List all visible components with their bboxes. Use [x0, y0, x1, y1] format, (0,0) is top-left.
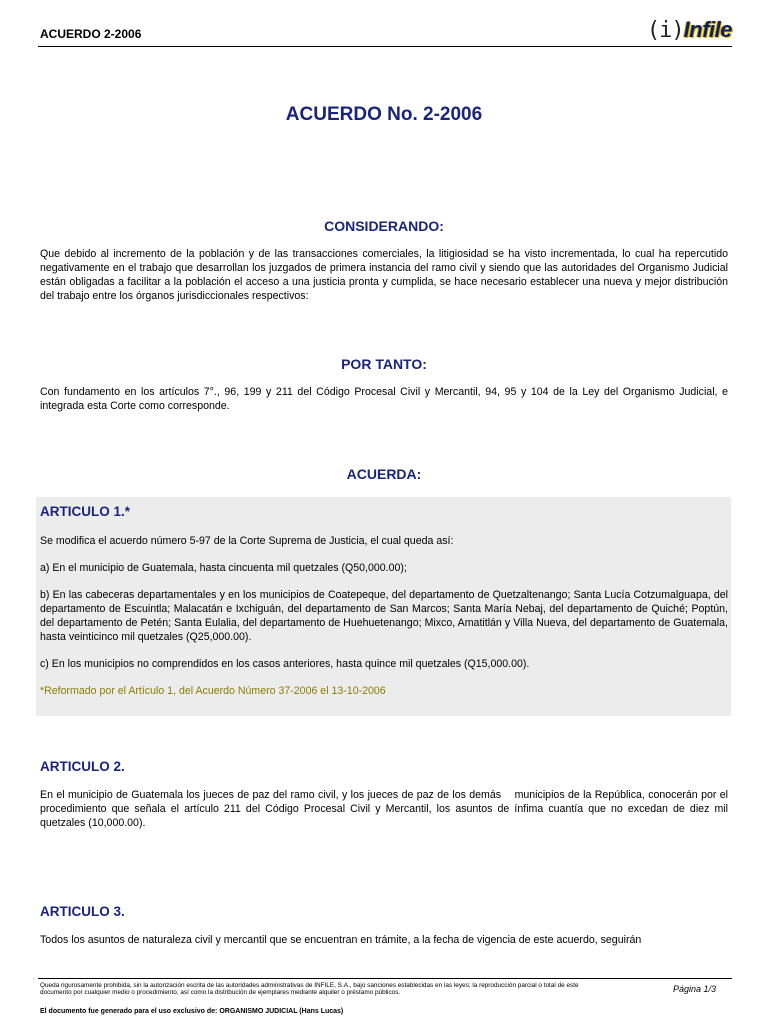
articulo-1-item-c: c) En los municipios no comprendidos en los casos anteriores, hasta quince mil quetzales (Q15,000.00). [40, 658, 530, 670]
articulo-2-title: ARTICULO 2. [40, 759, 125, 774]
page-header [38, 18, 732, 47]
articulo-3-text: Todos los asuntos de naturaleza civil y mercantil que se encuentran en trámite, a la fecha de vigencia de este acuerdo, seguirán [40, 934, 642, 946]
considerando-text: Que debido al incremento de la población y de las transacciones comerciales, la litigiosidad se ha visto incrementada, lo cual ha repercutido negativamente en el trabajo que desarrollan los juzgados de primera instancia del ramo civil y siendo que las autoridades del Organismo Judicial están obligadas a facilitar a la población el acceso a una justicia pronta y cumplida, se hace necesario establecer una nueva y mejor distribución del trabajo entre los órganos jurisdiccionales respectivos: [40, 248, 728, 302]
articulo-2-text: En el municipio de Guatemala los jueces de paz del ramo civil, y los jueces de paz de los demás municipios de la República, conocerán por el procedimiento que señala el artículo 211 del Código Procesal Civil y Mercantil, los asuntos de ínfima cuantía que no excedan de diez mil quetzales (10,000.00). [40, 789, 731, 829]
document-title: ACUERDO No. 2-2006 [285, 104, 483, 125]
logo-text: Infile [683, 17, 732, 42]
articulo-1-reform-note: *Reformado por el Artículo 1, del Acuerdo Número 37-2006 el 13-10-2006 [40, 685, 386, 697]
header-title: ACUERDO 2-2006 [40, 27, 142, 41]
infile-logo [647, 18, 732, 42]
articulo-1-title: ARTICULO 1.* [40, 504, 131, 519]
info-icon: (i) [646, 17, 684, 43]
articulo-3-title: ARTICULO 3. [40, 904, 125, 919]
footer-generated-for: El documento fue generado para el uso exclusivo de: ORGANISMO JUDICIAL (Hans Lucas) [40, 1008, 344, 1015]
articulo-1-item-b: b) En las cabeceras departamentales y en los municipios de Coatepeque, del departamento de Quetzaltenango; Santa Lucía Cotzumalguapa, del departamento de Escuintla; Malacatán e Ixchiguán, del departamento de San Marcos; Santa María Nebaj, del departamento de Quiché; Poptún, del departamento de Petén; Santa Eulalia, del departamento de Huehuetenango; Mixco, Amatitlán y Villa Nueva, del departamento de Guatemala, hasta veinticinco mil quetzales (Q25,000.00). [40, 589, 728, 643]
page-footer [38, 978, 732, 1015]
articulo-1-intro: Se modifica el acuerdo número 5-97 de la Corte Suprema de Justicia, el cual queda así: [40, 535, 454, 547]
articulo-1-item-a: a) En el municipio de Guatemala, hasta cincuenta mil quetzales (Q50,000.00); [40, 562, 407, 574]
page-number: Página 1/3 [672, 984, 716, 994]
considerando-heading: CONSIDERANDO: [324, 218, 444, 234]
footer-legal-notice: Queda rigurosamente prohibida, sin la autorización escrita de las autoridades administrativas de INFILE, S.A., bajo sanciones establecidas en las leyes; la reproducción parcial o total de este documento por cualquier medio o procedimiento, así como la distribución de ejemplares mediante alquiler o préstamo públicos. [40, 982, 579, 996]
acuerda-heading: ACUERDA: [346, 466, 422, 482]
por-tanto-heading: POR TANTO: [341, 356, 427, 372]
por-tanto-text: Con fundamento en los artículos 7°., 96, 199 y 211 del Código Procesal Civil y Mercantil, 94, 95 y 104 de la Ley del Organismo Judicial, e integrada esta Corte como corresponde. [40, 386, 728, 412]
